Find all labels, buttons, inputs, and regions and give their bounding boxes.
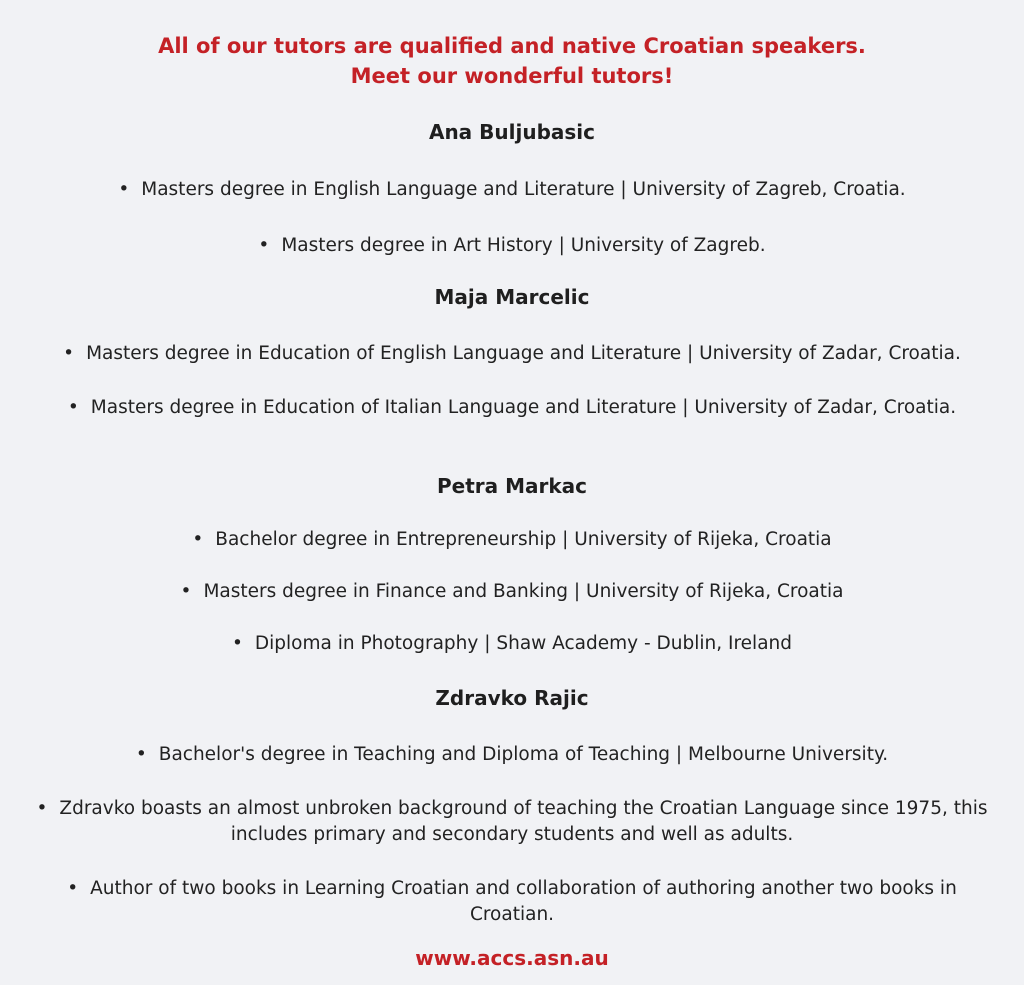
tutor-qualification: • Bachelor degree in Entrepreneurship | University of Rijeka, Croatia — [192, 529, 832, 550]
bullet-icon: • — [180, 581, 192, 602]
website-link[interactable]: www.accs.asn.au — [415, 946, 609, 970]
bullet-icon: • — [135, 744, 147, 765]
tutor-name-petra: Petra Markac — [436, 474, 588, 498]
tutor-qualification: • Masters degree in Education of Italian Language and Literature | University of Zadar, Croatia. — [67, 397, 957, 418]
tutor-name-ana: Ana Buljubasic — [428, 120, 596, 144]
bullet-icon: • — [67, 878, 79, 899]
intro-line-1: All of our tutors are qualified and native Croatian speakers. — [158, 34, 866, 58]
tutor-qualification: • Masters degree in Finance and Banking | University of Rijeka, Croatia — [180, 581, 844, 602]
tutor-name-zdravko: Zdravko Rajic — [435, 686, 589, 710]
tutor-qualification: • Diploma in Photography | Shaw Academy - Dublin, Ireland — [231, 633, 792, 654]
bullet-icon: • — [36, 798, 48, 819]
tutor-qualification: • Masters degree in Education of English Language and Literature | University of Zadar, Croatia. — [63, 343, 961, 364]
tutor-name-maja: Maja Marcelic — [434, 285, 590, 309]
bullet-icon: • — [192, 529, 204, 550]
intro-heading — [0, 31, 1024, 91]
tutor-qualification: • Masters degree in English Language and Literature | University of Zagreb, Croatia. — [118, 179, 906, 200]
tutor-qualification: • Author of two books in Learning Croatian and collaboration of authoring another two books in Croatian. — [67, 878, 957, 925]
bullet-icon: • — [63, 343, 75, 364]
bullet-icon: • — [258, 235, 270, 256]
bullet-icon: • — [118, 179, 130, 200]
tutor-qualification: • Bachelor's degree in Teaching and Diploma of Teaching | Melbourne University. — [135, 744, 889, 765]
tutor-qualification: • Zdravko boasts an almost unbroken background of teaching the Croatian Language since 1975, this includes primary and secondary students and well as adults. — [36, 798, 988, 845]
tutor-qualification: • Masters degree in Art History | University of Zagreb. — [258, 235, 766, 256]
bullet-icon: • — [67, 397, 79, 418]
bullet-icon: • — [231, 633, 243, 654]
intro-line-2: Meet our wonderful tutors! — [350, 64, 674, 88]
